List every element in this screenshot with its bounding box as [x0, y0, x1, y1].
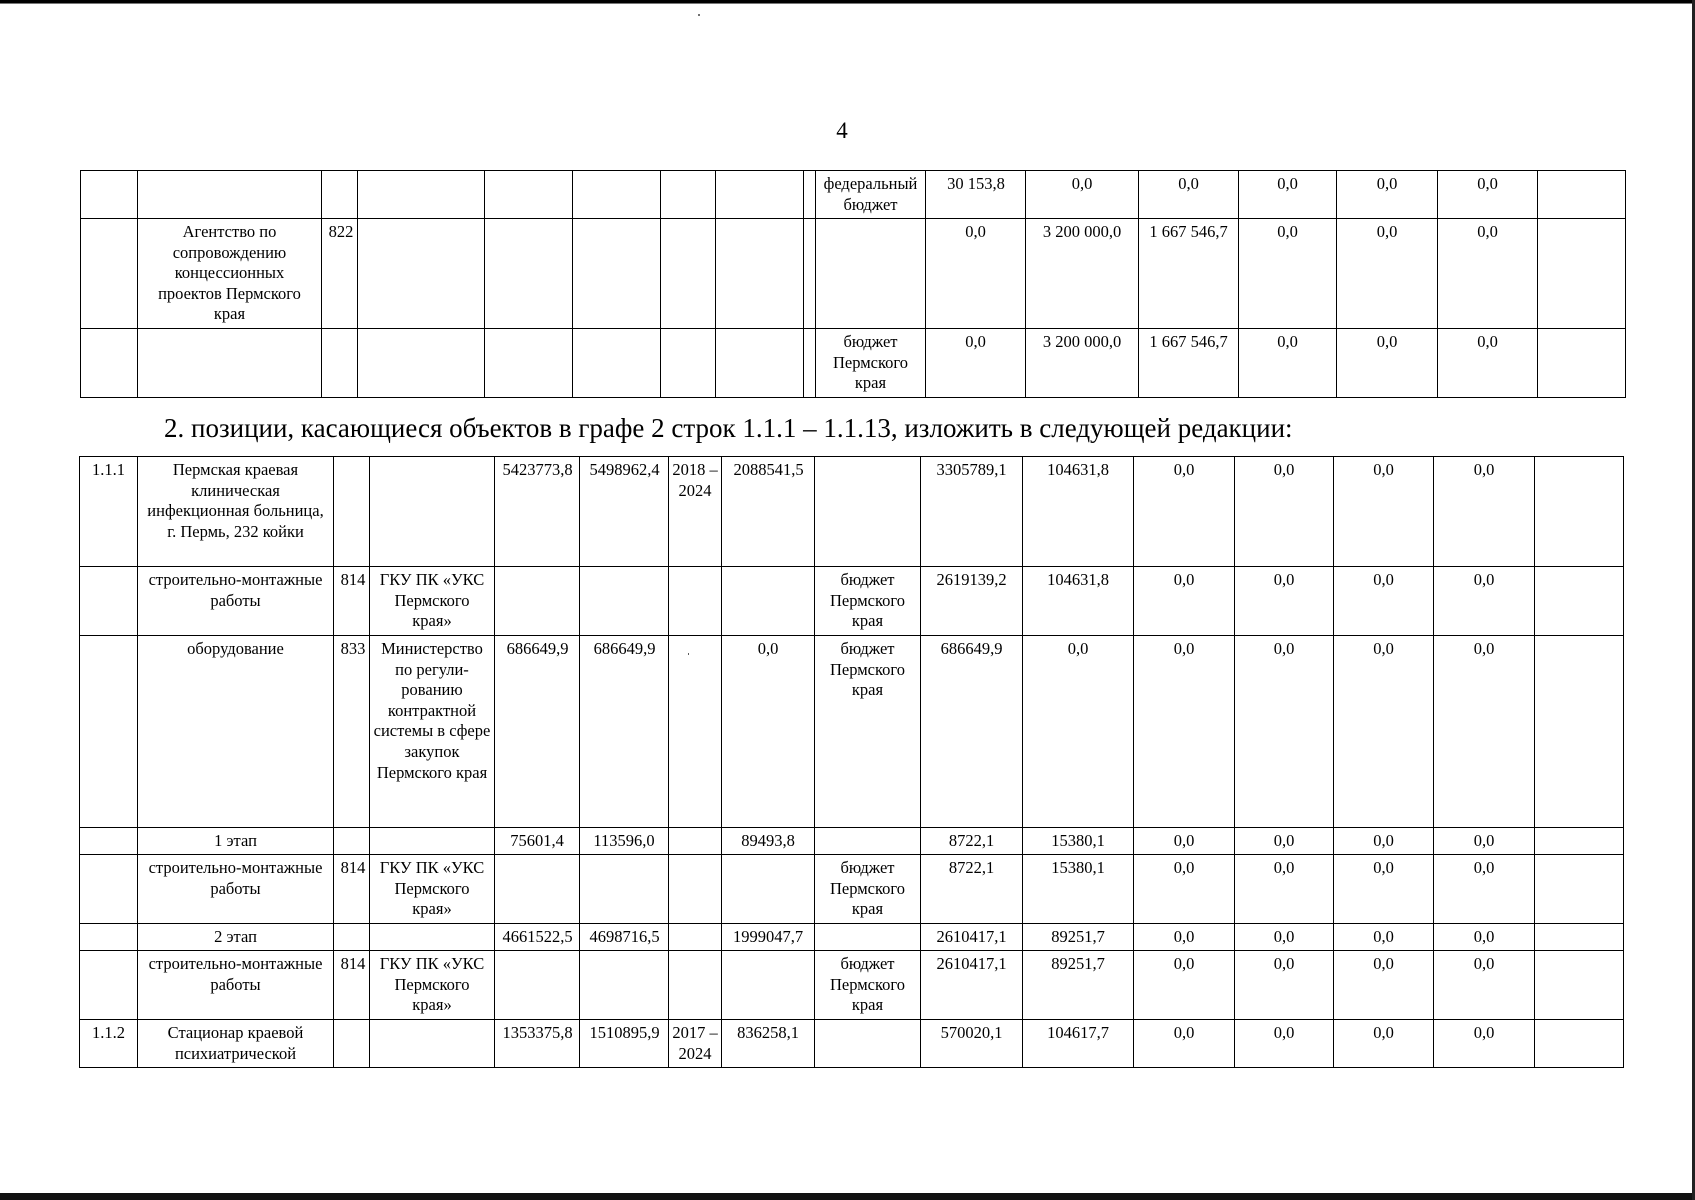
- table-cell: бюджет Пермского края: [815, 951, 921, 1020]
- table-cell: [138, 329, 322, 398]
- table-cell: 814: [334, 951, 370, 1020]
- table-cell: [358, 219, 485, 329]
- table-cell: [334, 828, 370, 855]
- table-cell: 0,0: [1235, 828, 1334, 855]
- table-cell: [485, 171, 573, 219]
- table-cell: [1535, 855, 1624, 924]
- table-cell: 0,0: [1235, 924, 1334, 951]
- table-cell: [661, 219, 716, 329]
- table-cell: [815, 828, 921, 855]
- table-cell: [804, 171, 816, 219]
- table-cell: [80, 828, 138, 855]
- table-cell: Министерство по регули-рованию контрактной системы в сфере закупок Пермского края: [370, 636, 495, 828]
- table-row: [80, 1020, 1624, 1068]
- table-cell: [334, 457, 370, 567]
- table-row: [80, 636, 1624, 828]
- table-cell: 4698716,5: [580, 924, 669, 951]
- table-cell: [716, 219, 804, 329]
- table-row: [81, 171, 1626, 219]
- table-cell: [815, 924, 921, 951]
- table-cell: 0,0: [1139, 171, 1239, 219]
- table-cell: 0,0: [1239, 329, 1337, 398]
- table-cell: 0,0: [1134, 951, 1235, 1020]
- table-cell: [716, 329, 804, 398]
- table-cell: 836258,1: [722, 1020, 815, 1068]
- table-cell: 3305789,1: [921, 457, 1023, 567]
- table-cell: Агентство по сопровождению концессионных проектов Пермского края: [138, 219, 322, 329]
- table-cell: 686649,9: [580, 636, 669, 828]
- table-cell: [80, 636, 138, 828]
- table-cell: 113596,0: [580, 828, 669, 855]
- scan-edge-bottom: [0, 1193, 1695, 1200]
- table-cell: [1535, 828, 1624, 855]
- table-cell: бюджет Пермского края: [815, 636, 921, 828]
- table-cell: 0,0: [722, 636, 815, 828]
- table-row: [80, 855, 1624, 924]
- table-cell: [573, 329, 661, 398]
- table-cell: 0,0: [1134, 855, 1235, 924]
- table-cell: 0,0: [1337, 171, 1438, 219]
- table-cell: 1 этап: [138, 828, 334, 855]
- table-cell: 15380,1: [1023, 855, 1134, 924]
- table-cell: [80, 951, 138, 1020]
- table-cell: [722, 855, 815, 924]
- table-cell: бюджет Пермского края: [815, 855, 921, 924]
- table-cell: [722, 951, 815, 1020]
- table-cell: 4661522,5: [495, 924, 580, 951]
- table-cell: [1535, 636, 1624, 828]
- table-cell: 0,0: [1134, 924, 1235, 951]
- table-cell: [370, 457, 495, 567]
- table-cell: [495, 855, 580, 924]
- table-cell: [669, 924, 722, 951]
- table-cell: 0,0: [1134, 1020, 1235, 1068]
- table-cell: 0,0: [1434, 567, 1535, 636]
- table-cell: [358, 171, 485, 219]
- table-cell: 2610417,1: [921, 924, 1023, 951]
- table-row: [80, 457, 1624, 567]
- table-cell: 8722,1: [921, 855, 1023, 924]
- table-cell: [1535, 924, 1624, 951]
- table-cell: [580, 855, 669, 924]
- table-cell: [1535, 457, 1624, 567]
- table-cell: 0,0: [1337, 219, 1438, 329]
- table-cell: 570020,1: [921, 1020, 1023, 1068]
- table-cell: [80, 567, 138, 636]
- table-cell: 686649,9: [495, 636, 580, 828]
- table-cell: 89251,7: [1023, 924, 1134, 951]
- table-cell: ГКУ ПК «УКС Пермского края»: [370, 951, 495, 1020]
- table-cell: 0,0: [1337, 329, 1438, 398]
- table-cell: 2 этап: [138, 924, 334, 951]
- table-cell: 0,0: [1434, 1020, 1535, 1068]
- table-cell: [573, 171, 661, 219]
- table-cell: бюджет Пермского края: [816, 329, 926, 398]
- table-cell: [1538, 329, 1626, 398]
- table-cell: 1.1.2: [80, 1020, 138, 1068]
- table-row: [80, 951, 1624, 1020]
- scan-edge-top-shadow: [0, 3, 1695, 4]
- table-cell: 1 667 546,7: [1139, 329, 1239, 398]
- table-row: [80, 567, 1624, 636]
- table-cell: 0,0: [1434, 828, 1535, 855]
- table-cell: [580, 567, 669, 636]
- table-cell: [334, 1020, 370, 1068]
- table-cell: [669, 567, 722, 636]
- table-cell: [1538, 171, 1626, 219]
- table-cell: [669, 855, 722, 924]
- table-cell: 2610417,1: [921, 951, 1023, 1020]
- table-cell: 822: [322, 219, 358, 329]
- table-row: [81, 329, 1626, 398]
- table-cell: 2619139,2: [921, 567, 1023, 636]
- table-cell: 0,0: [1334, 951, 1434, 1020]
- table-cell: 0,0: [1434, 457, 1535, 567]
- table-cell: [80, 855, 138, 924]
- table-cell: 89493,8: [722, 828, 815, 855]
- table-cell: [716, 171, 804, 219]
- table-cell: 1510895,9: [580, 1020, 669, 1068]
- table-cell: 0,0: [1134, 828, 1235, 855]
- table-cell: 1 667 546,7: [1139, 219, 1239, 329]
- table-cell: федеральный бюджет: [816, 171, 926, 219]
- table-cell: строительно-монтажные работы: [138, 951, 334, 1020]
- table-cell: 833: [334, 636, 370, 828]
- table-cell: 0,0: [926, 219, 1026, 329]
- table-cell: 104631,8: [1023, 457, 1134, 567]
- table-cell: [722, 567, 815, 636]
- table-cell: 5498962,4: [580, 457, 669, 567]
- table-cell: [322, 171, 358, 219]
- table-cell: бюджет Пермского края: [815, 567, 921, 636]
- table-cell: [495, 951, 580, 1020]
- table-cell: 0,0: [1235, 1020, 1334, 1068]
- table-cell: 3 200 000,0: [1026, 329, 1139, 398]
- table-cell: [661, 171, 716, 219]
- table-cell: 0,0: [1334, 855, 1434, 924]
- table-cell: [573, 219, 661, 329]
- table-cell: [1535, 567, 1624, 636]
- table-cell: [669, 828, 722, 855]
- table-cell: 0,0: [1334, 567, 1434, 636]
- table-cell: 104617,7: [1023, 1020, 1134, 1068]
- table-cell: [81, 329, 138, 398]
- table-row: [80, 924, 1624, 951]
- budget-table-continuation: [80, 170, 1626, 398]
- table-cell: [669, 951, 722, 1020]
- table-cell: 814: [334, 855, 370, 924]
- table-cell: 0,0: [1134, 457, 1235, 567]
- table-cell: [138, 171, 322, 219]
- table-cell: [81, 171, 138, 219]
- table-cell: 2088541,5: [722, 457, 815, 567]
- table-cell: [358, 329, 485, 398]
- table-cell: 0,0: [1235, 636, 1334, 828]
- table-cell: 0,0: [1334, 457, 1434, 567]
- table-cell: ГКУ ПК «УКС Пермского края»: [370, 855, 495, 924]
- table-cell: [370, 1020, 495, 1068]
- table-cell: 0,0: [1434, 924, 1535, 951]
- table-row: [80, 828, 1624, 855]
- table-cell: [370, 924, 495, 951]
- table-cell: 686649,9: [921, 636, 1023, 828]
- objects-table: [79, 456, 1624, 1068]
- table-cell: [495, 567, 580, 636]
- table-cell: 0,0: [1023, 636, 1134, 828]
- table-cell: 0,0: [1334, 828, 1434, 855]
- table-cell: 814: [334, 567, 370, 636]
- table-cell: [80, 924, 138, 951]
- table-cell: 5423773,8: [495, 457, 580, 567]
- table-cell: [816, 219, 926, 329]
- table-cell: 0,0: [1334, 636, 1434, 828]
- page-number: 4: [836, 118, 848, 143]
- table-cell: 2017 – 2024: [669, 1020, 722, 1068]
- table-cell: 0,0: [1026, 171, 1139, 219]
- table-cell: [334, 924, 370, 951]
- table-cell: [322, 329, 358, 398]
- table-cell: 0,0: [1438, 219, 1538, 329]
- table-cell: Пермская краевая клиническая инфекционная больница, г. Пермь, 232 койки: [138, 457, 334, 567]
- table-cell: 0,0: [1434, 855, 1535, 924]
- table-cell: 0,0: [1235, 457, 1334, 567]
- table-cell: [1535, 951, 1624, 1020]
- table-cell: [370, 828, 495, 855]
- table-cell: 1353375,8: [495, 1020, 580, 1068]
- section-heading: 2. позиции, касающиеся объектов в графе 2 строк 1.1.1 – 1.1.13, изложить в следующей редакции:: [164, 413, 1293, 443]
- table-cell: [804, 329, 816, 398]
- table-cell: Стационар краевой психиатрической: [138, 1020, 334, 1068]
- table-cell: 0,0: [1239, 219, 1337, 329]
- table-cell: ГКУ ПК «УКС Пермского края»: [370, 567, 495, 636]
- table-cell: [81, 219, 138, 329]
- table-cell: 0,0: [1434, 951, 1535, 1020]
- table-cell: [804, 219, 816, 329]
- table-cell: 104631,8: [1023, 567, 1134, 636]
- table-cell: строительно-монтажные работы: [138, 855, 334, 924]
- table-cell: [485, 329, 573, 398]
- table-cell: 0,0: [1434, 636, 1535, 828]
- table-cell: 0,0: [1235, 855, 1334, 924]
- table-cell: 75601,4: [495, 828, 580, 855]
- scan-speck: [698, 14, 700, 16]
- table-row: [81, 219, 1626, 329]
- table-cell: 3 200 000,0: [1026, 219, 1139, 329]
- table-cell: строительно-монтажные работы: [138, 567, 334, 636]
- table-cell: 0,0: [1438, 329, 1538, 398]
- table-cell: 0,0: [1334, 1020, 1434, 1068]
- table-cell: 30 153,8: [926, 171, 1026, 219]
- table-cell: 0,0: [1438, 171, 1538, 219]
- table-cell: 0,0: [1334, 924, 1434, 951]
- table-cell: 2018 – 2024: [669, 457, 722, 567]
- table-cell: [1535, 1020, 1624, 1068]
- table-cell: 1.1.1: [80, 457, 138, 567]
- table-cell: 0,0: [1134, 636, 1235, 828]
- table-cell: 89251,7: [1023, 951, 1134, 1020]
- table-cell: [661, 329, 716, 398]
- table-cell: [485, 219, 573, 329]
- table-cell: [580, 951, 669, 1020]
- table-cell: 1999047,7: [722, 924, 815, 951]
- table-cell: 0,0: [1235, 951, 1334, 1020]
- table-cell: [1538, 219, 1626, 329]
- table-cell: 0,0: [1134, 567, 1235, 636]
- table-cell: 0,0: [1235, 567, 1334, 636]
- table-cell: оборудование: [138, 636, 334, 828]
- table-cell: 0,0: [926, 329, 1026, 398]
- table-cell: [815, 457, 921, 567]
- table-cell: 15380,1: [1023, 828, 1134, 855]
- table-cell: [815, 1020, 921, 1068]
- table-cell: 8722,1: [921, 828, 1023, 855]
- table-cell: 0,0: [1239, 171, 1337, 219]
- table-cell: [669, 636, 722, 828]
